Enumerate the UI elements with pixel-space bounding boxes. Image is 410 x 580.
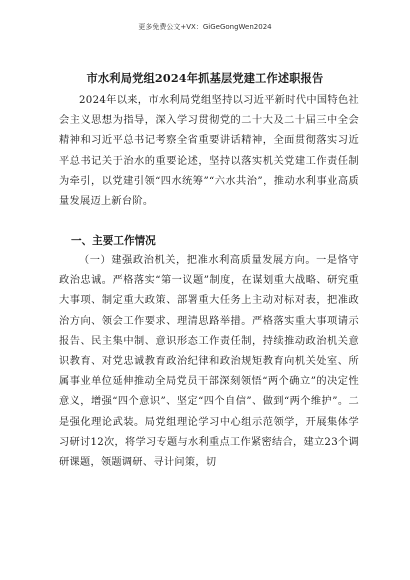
- document-title: 市水利局党组2024年抓基层党建工作述职报告: [86, 71, 324, 85]
- section-paragraph: （一）建强政治机关，把准水利高质量发展方向。一是恪守政治忠诚。严格落实“第一议题”制度，在谋划重大战略、研究重大事项、制定重大政策、部署重大任务上主动对标对表，把准政治方向、领会工作要求、理清思路举措。严格落实重大事项请示报告、民主集中制、意识形态工作责任制，持续推动政治机关意识教育、对党忠诚教育政治纪律和政治规矩教育向机关处室、所属事业单位延伸推动全局党员干部深刻领悟“两个确立”的决定性意义，增强“四个意识”、坚定“四个自信”、做到“两个维护”。二是强化理论武装。局党组理论学习中心组示范领学，开展集体学习研讨12次，将学习专题与水利重点工作紧密结合，建立23个调研课题，领题调研、寻计问策，切: [59, 255, 359, 469]
- header-note: 更多免费公文+VX：GiGeGongWen2024: [138, 23, 272, 31]
- section-heading: 一、主要工作情况: [71, 235, 156, 247]
- intro-paragraph: 2024年以来，市水利局党组坚持以习近平新时代中国特色社会主义思想为指导，深入学习贯彻党的二十大及二十届三中全会精神和习近平总书记考察全省重要讲话精神，全面贯彻落实习近平总书记关于治水的重要论述，坚持以落实机关党建工作责任制为牵引，以党建引领“四水统筹”“六水共治”，推动水利事业高质量发展迈上新台阶。: [59, 95, 359, 208]
